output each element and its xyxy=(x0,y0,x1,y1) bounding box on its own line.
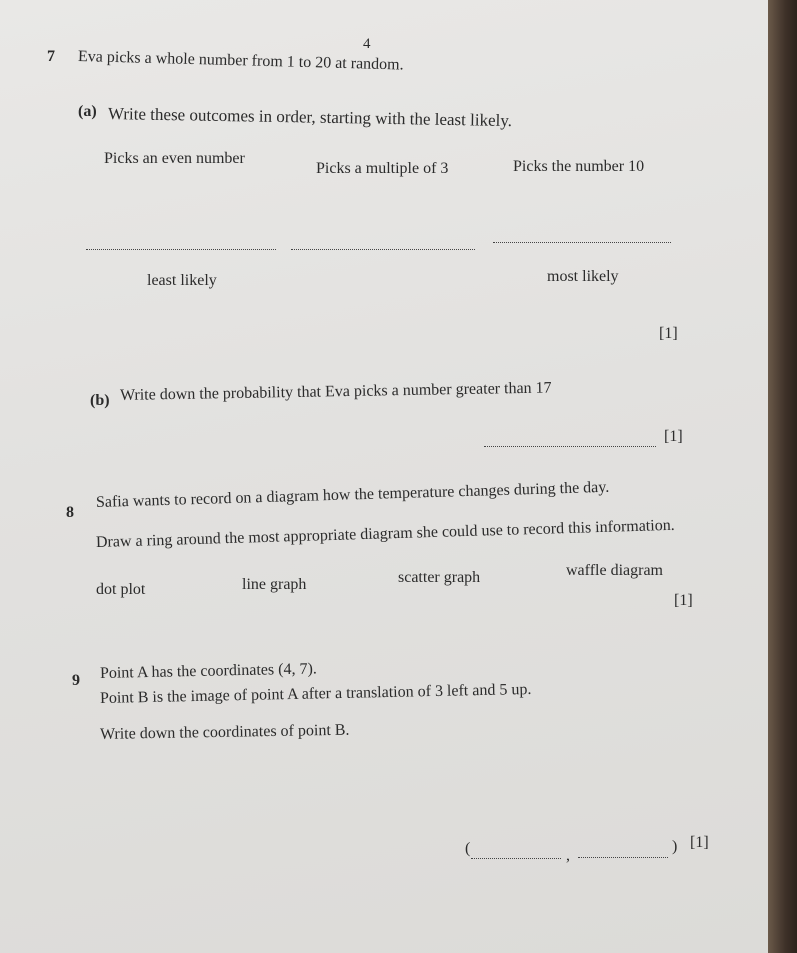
answer-line-q7b[interactable] xyxy=(484,446,656,447)
q7b-marks: [1] xyxy=(664,428,683,445)
q9-number: 9 xyxy=(72,672,80,689)
answer-line-q9-x[interactable] xyxy=(471,858,561,859)
page-number: 4 xyxy=(363,36,371,52)
q8-marks: [1] xyxy=(674,592,693,609)
desk-background xyxy=(768,0,797,953)
q7-number: 7 xyxy=(47,48,55,65)
least-likely-label: least likely xyxy=(147,272,217,289)
option-scatter-graph[interactable]: scatter graph xyxy=(398,569,481,586)
most-likely-label: most likely xyxy=(547,268,619,285)
q9-close-bracket: ) xyxy=(672,838,678,855)
option-waffle-diagram[interactable]: waffle diagram xyxy=(566,562,663,579)
answer-line-q9-y[interactable] xyxy=(578,857,668,858)
q8-stem: Safia wants to record on a diagram how the temperature changes during the day. xyxy=(95,478,610,511)
q9-line1: Point A has the coordinates (4, 7). xyxy=(99,660,317,682)
outcome-multiple-of-3: Picks a multiple of 3 xyxy=(316,160,449,177)
option-dot-plot[interactable]: dot plot xyxy=(96,581,146,598)
outcome-even: Picks an even number xyxy=(104,150,245,167)
answer-line-middle[interactable] xyxy=(291,249,475,250)
answer-line-least[interactable] xyxy=(86,249,276,250)
outcome-number-10: Picks the number 10 xyxy=(513,158,645,175)
q8-instruction: Draw a ring around the most appropriate diagram she could use to record this information. xyxy=(95,516,675,551)
q9-open-bracket: ( xyxy=(465,840,471,857)
q7a-text: Write these outcomes in order, starting with the least likely. xyxy=(107,104,513,131)
q9-comma: , xyxy=(566,847,570,864)
q7b-label: (b) xyxy=(90,392,110,409)
option-line-graph[interactable]: line graph xyxy=(242,576,307,593)
answer-line-most[interactable] xyxy=(493,242,671,243)
q7a-label: (a) xyxy=(78,103,97,120)
q8-number: 8 xyxy=(66,504,74,521)
q7a-marks: [1] xyxy=(659,325,678,342)
q9-line2: Point B is the image of point A after a translation of 3 left and 5 up. xyxy=(99,680,532,707)
q7b-text: Write down the probability that Eva picks a number greater than 17 xyxy=(119,379,552,404)
q9-marks: [1] xyxy=(690,834,709,851)
q9-instruction: Write down the coordinates of point B. xyxy=(99,721,350,743)
q7-stem: Eva picks a whole number from 1 to 20 at random. xyxy=(77,48,404,74)
